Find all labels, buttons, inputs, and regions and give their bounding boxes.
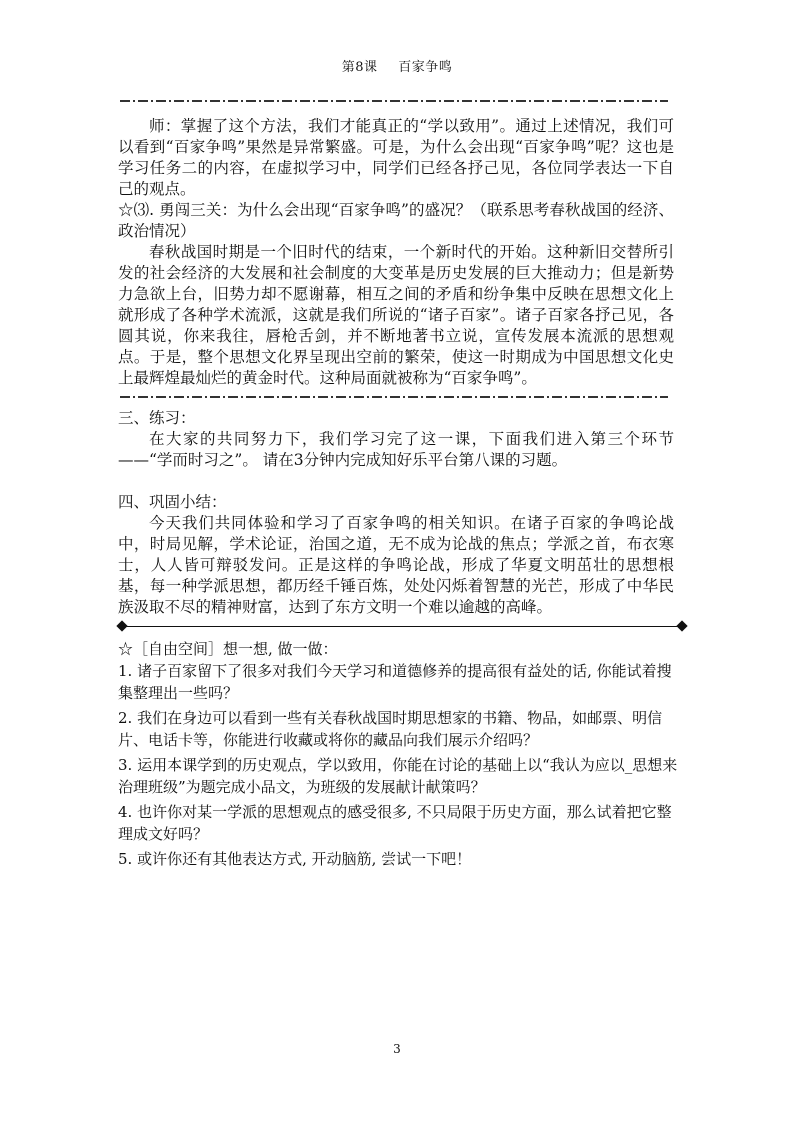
practice-text: 在大家的共同努力下，我们学习完了这一课，下面我们进入第三个环节——“学而时习之”。 请在3分钟内完成知好乐平台第八课的习题。 xyxy=(118,430,674,469)
lesson-number: 第8课 xyxy=(341,60,378,75)
lesson-title: 百家争鸣 xyxy=(398,60,453,75)
practice-heading: 三、练习： xyxy=(118,409,196,427)
free-space-item: 3. 运用本课学到的历史观点，学以致用，你能在讨论的基础上以“我认为应以_思想来治理班级”为题完成小品文，为班级的发展献计献策吗？ xyxy=(118,756,678,796)
teacher-section xyxy=(118,116,674,389)
challenge-question: ☆⑶. 勇闯三关：为什么会出现“百家争鸣”的盛况？（联系思考春秋战国的经济、政治情况） xyxy=(118,201,674,240)
dash-divider-top xyxy=(120,100,668,102)
diamond-right-icon xyxy=(676,620,687,631)
summary-heading: 四、巩固小结： xyxy=(118,493,227,511)
dash-divider-middle xyxy=(120,396,668,398)
free-space-item: 5. 或许你还有其他表达方式, 开动脑筋, 尝试一下吧！ xyxy=(118,850,472,868)
page-number: 3 xyxy=(393,1042,401,1056)
free-space-item: 4. 也许你对某一学派的思想观点的感受很多, 不只局限于历史方面，那么试着把它整理成文好吗？ xyxy=(118,803,672,843)
summary-section xyxy=(118,492,674,618)
practice-section xyxy=(118,408,674,471)
free-space-item: 2. 我们在身边可以看到一些有关春秋战国时期思想家的书籍、物品，如邮票、明信片、电话卡等，你能进行收藏或将你的藏品向我们展示介绍吗？ xyxy=(118,709,663,749)
free-space-item: 1. 诸子百家留下了很多对我们今天学习和道德修养的提高很有益处的话, 你能试着搜集整理出一些吗？ xyxy=(118,662,672,702)
free-space-title: ☆［自由空间］想一想, 做一做： xyxy=(118,640,338,658)
diamond-left-icon xyxy=(116,620,127,631)
page-header xyxy=(0,56,794,75)
teacher-paragraph: 师：掌握了这个方法，我们才能真正的“学以致用”。通过上述情况，我们可以看到“百家争鸣”果然是异常繁盛。可是，为什么会出现“百家争鸣”呢？这也是学习任务二的内容，在虚拟学习中，同学们已经各抒己见，各位同学表达一下自己的观点。 xyxy=(118,117,674,198)
summary-text: 今天我们共同体验和学习了百家争鸣的相关知识。在诸子百家的争鸣论战中，时局见解，学术论证，治国之道，无不成为论战的焦点；学派之首，布衣寒士，人人皆可辩驳发问。正是这样的争鸣论战，形成了华夏文明茁壮的思想根基，每一种学派思想，都历经千锤百炼，处处闪烁着智慧的光芒，形成了中华民族汲取不尽的精神财富，达到了东方文明一个难以逾越的高峰。 xyxy=(118,514,674,616)
challenge-answer: 春秋战国时期是一个旧时代的结束，一个新时代的开始。这种新旧交替所引发的社会经济的大发展和社会制度的大变革是历史发展的巨大推动力；但是新势力急欲上台，旧势力却不愿谢幕，相互之间的矛盾和纷争集中反映在思想文化上就形成了各种学术流派，这就是我们所说的“诸子百家”。诸子百家各抒己见，各圆其说，你来我往，唇枪舌剑，并不断地著书立说，宣传发展本流派的思想观点。于是，整个思想文化界呈现出空前的繁荣，使这一时期成为中国思想文化史上最辉煌最灿烂的黄金时代。这种局面就被称为“百家争鸣”。 xyxy=(118,243,674,387)
diamond-divider xyxy=(118,622,686,632)
free-space-section xyxy=(118,638,678,873)
